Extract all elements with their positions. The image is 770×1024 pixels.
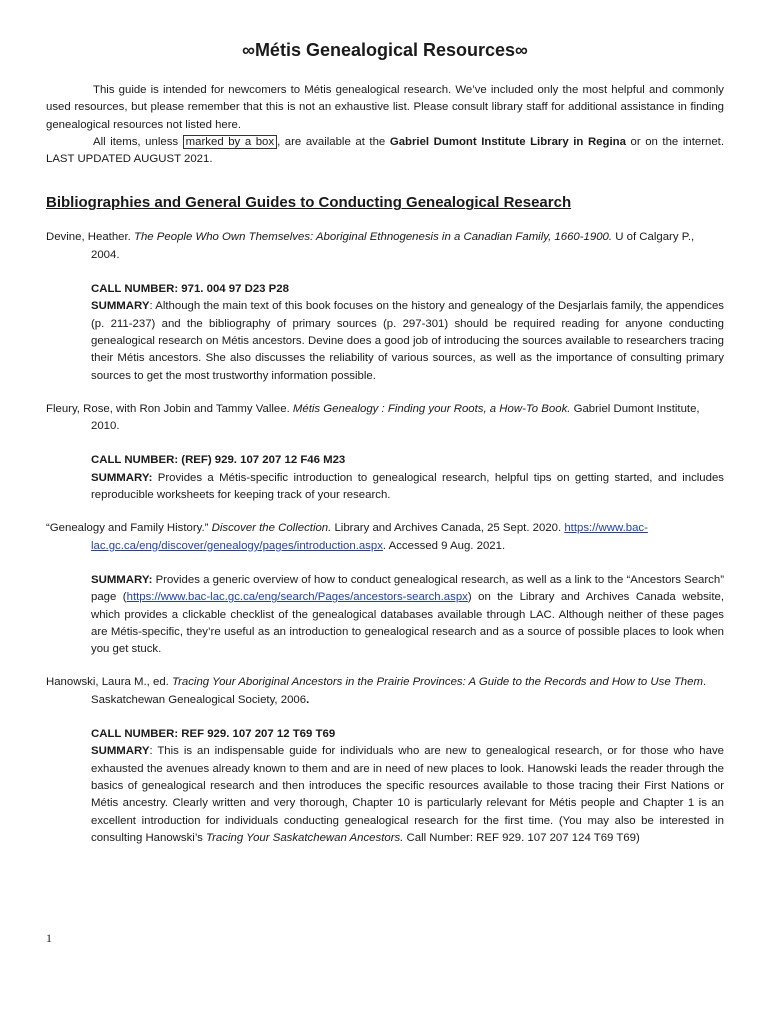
author: Hanowski, Laura M., ed. (46, 676, 172, 689)
book-title: Tracing Your Aboriginal Ancestors in the Prairie Provinces: A Guide to the Records and How to Use Them (172, 676, 703, 689)
summary-text: Provides a generic overview of how to conduct genealogical research, as well as a link to the “Ancestors Search” page ( (91, 573, 724, 604)
page-title: ∞Métis Genealogical Resources∞ (242, 40, 528, 60)
publication-info: Gabriel Dumont Institute, 2010. (91, 402, 700, 433)
book-title: The People Who Own Themselves: Aboriginal Ethnogenesis in a Canadian Family, 1660-1900. (134, 231, 613, 244)
summary-text: ) on the Library and Archives Canada website, which provides a clickable checklist of the genealogical databases available through LAC. Although neither of these pages are Métis-specific, they’re useful as an introduction to genealogical research and as a source of possible places to look when you get stuck. (91, 591, 724, 656)
entry-detail (46, 572, 724, 658)
summary-text: Call Number: REF 929. 107 207 124 T69 T69) (403, 831, 640, 844)
page-number: 1 (46, 931, 52, 945)
entry-detail (46, 726, 724, 847)
related-title: Tracing Your Saskatchewan Ancestors. (206, 831, 404, 844)
publication-info: U of Calgary P., 2004. (91, 231, 695, 261)
author: Devine, Heather. (46, 231, 135, 244)
citation (46, 674, 724, 709)
summary-text: : This is an indispensable guide for individuals who are new to genealogical research, or for those who have exhausted the avenues already known to them and are in need of new places to look. Hanowski leads the reader through the basics of genealogical research and then introduces the specific resources available to those tracing their First Nations or Métis ancestry. Clearly written and very thorough, Chapter 10 is particularly relevant for Métis people and Chapter 1 is an excellent introduction for individuals conducting genealogical research for the first time. (You may also be interested in consulting Hanowski’s (91, 745, 724, 844)
intro-paragraph-2 (46, 134, 724, 169)
summary-label: SUMMARY: (91, 471, 153, 484)
genealogy-link[interactable]: https://www.bac-lac.gc.ca/eng/discover/genealogy/pages/introduction.aspx (91, 522, 648, 552)
intro-paragraph-1: This guide is intended for newcomers to Métis genealogical research. We’ve included only the most helpful and commonly used resources, but please remember that this is not an exhaustive list. Please consult library staff for additional assistance in finding genealogical resources not listed here. (46, 84, 724, 131)
summary-label: SUMMARY (91, 745, 150, 758)
publication-info: . Saskatchewan Genealogical Society, 2006 (91, 676, 707, 706)
intro-text: or on the internet. LAST UPDATED AUGUST 2021. (46, 135, 724, 166)
author: Fleury, Rose, with Ron Jobin and Tammy Vallee. (46, 402, 293, 415)
call-number: CALL NUMBER: 971. 004 97 D23 P28 (91, 283, 289, 296)
period: . (306, 693, 310, 706)
boxed-note: marked by a box (183, 135, 277, 149)
summary-label: SUMMARY: (91, 573, 153, 586)
entry-detail (46, 281, 724, 385)
document-page (46, 38, 724, 863)
website-title: Discover the Collection. (211, 522, 332, 535)
summary (91, 572, 724, 658)
author: “Genealogy and Family History.” (46, 522, 212, 535)
citation (46, 229, 724, 264)
summary (91, 298, 724, 384)
bibliography-entry (46, 401, 724, 504)
bibliography-entry (46, 520, 724, 658)
book-title: Métis Genealogy : Finding your Roots, a How-To Book. (292, 402, 571, 415)
bibliography-entry (46, 674, 724, 847)
citation (46, 520, 724, 555)
summary-text: : Although the main text of this book focuses on the history and genealogy of the Desjarlais family, the appendices (p. 211-237) and the bibliography of primary sources (p. 297-301) should be required reading for anyone conducting genealogical research on Métis ancestors. Devine does a good job of introducing the sources available to researchers tracing their Métis ancestors. She also discusses the reliability of various sources, as well as the importance of consulting primary sources to get the most trustworthy information possible. (91, 300, 724, 382)
bibliography-entry (46, 229, 724, 384)
summary (91, 743, 724, 847)
intro (46, 82, 724, 168)
summary (91, 470, 724, 505)
summary-text: Provides a Métis-specific introduction to genealogical research, helpful tips on getting started, and includes reproducible worksheets for keeping track of your research. (91, 471, 724, 502)
library-name: Gabriel Dumont Institute Library in Regina (389, 135, 626, 148)
intro-text: All items, unless (93, 135, 183, 148)
intro-text: , are available at the (277, 135, 390, 148)
ancestors-search-link[interactable]: https://www.bac-lac.gc.ca/eng/search/Pages/ancestors-search.aspx (126, 591, 468, 604)
citation (46, 401, 724, 436)
summary-label: SUMMARY (91, 300, 150, 313)
publication-info: Library and Archives Canada, 25 Sept. 2020. (331, 522, 562, 535)
accessed-date: . Accessed 9 Aug. 2021. (382, 539, 506, 552)
entry-detail (46, 452, 724, 504)
section-heading: Bibliographies and General Guides to Conducting Genealogical Research (46, 194, 572, 212)
call-number: CALL NUMBER: (REF) 929. 107 207 12 F46 M23 (91, 454, 346, 467)
call-number: CALL NUMBER: REF 929. 107 207 12 T69 T69 (91, 728, 336, 741)
